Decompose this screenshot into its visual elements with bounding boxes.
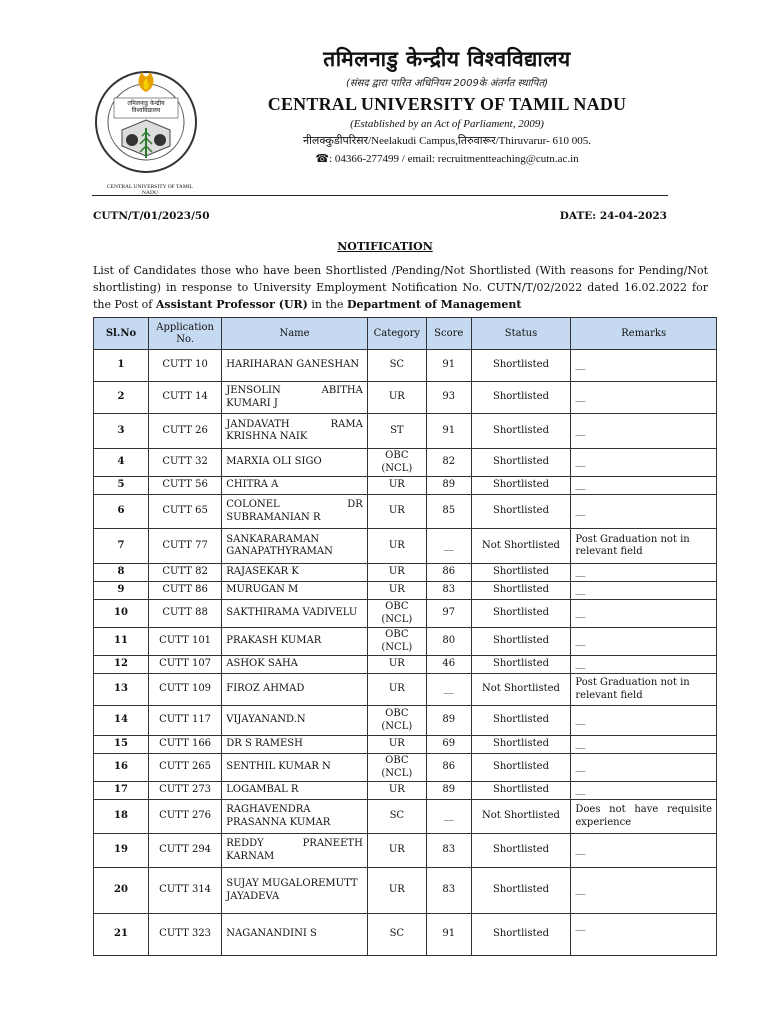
cell-status: Shortlisted (471, 582, 571, 600)
table-row (94, 868, 717, 914)
header-application-no: Application No. (148, 318, 221, 350)
cell-score: __ (426, 800, 471, 834)
header-name: Name (222, 318, 368, 350)
cell-slno: 7 (94, 529, 149, 564)
cell-score: 46 (426, 656, 471, 674)
cell-remarks: __ (571, 495, 717, 529)
cell-status: Shortlisted (471, 706, 571, 736)
cell-category: UR (367, 674, 426, 706)
cell-remarks: __ (571, 449, 717, 477)
cell-score: 69 (426, 736, 471, 754)
table-row (94, 706, 717, 736)
cell-status: Shortlisted (471, 754, 571, 782)
cell-name: PRAKASH KUMAR (222, 628, 368, 656)
header-remarks: Remarks (571, 318, 717, 350)
cell-remarks: __ (571, 477, 717, 495)
cell-slno: 13 (94, 674, 149, 706)
cell-application-no: CUTT 101 (148, 628, 221, 656)
cell-status: Shortlisted (471, 477, 571, 495)
cell-remarks: __ (571, 628, 717, 656)
cell-remarks: __ (571, 600, 717, 628)
table-row (94, 834, 717, 868)
cell-slno: 10 (94, 600, 149, 628)
cell-category: SC (367, 800, 426, 834)
cell-application-no: CUTT 56 (148, 477, 221, 495)
letterhead (92, 42, 682, 196)
cell-slno: 8 (94, 564, 149, 582)
cell-remarks: __ (571, 834, 717, 868)
cell-category: OBC (NCL) (367, 706, 426, 736)
cell-score: 91 (426, 914, 471, 956)
cell-slno: 21 (94, 914, 149, 956)
cell-status: Not Shortlisted (471, 529, 571, 564)
address-line: नीलक्कुडीपरिसर/Neelakudi Campus,तिरुवारूर/Thiruvarur- 610 005. (302, 135, 592, 147)
cell-score: 91 (426, 350, 471, 382)
cell-application-no: CUTT 265 (148, 754, 221, 782)
cell-slno: 16 (94, 754, 149, 782)
cell-application-no: CUTT 109 (148, 674, 221, 706)
header-divider (92, 195, 668, 196)
table-row (94, 674, 717, 706)
cell-category: UR (367, 656, 426, 674)
cell-slno: 11 (94, 628, 149, 656)
cell-status: Shortlisted (471, 868, 571, 914)
cell-remarks: __ (571, 754, 717, 782)
cell-application-no: CUTT 32 (148, 449, 221, 477)
cell-score: 89 (426, 782, 471, 800)
cell-category: OBC (NCL) (367, 628, 426, 656)
cell-name: SUJAY MUGALOREMUTT JAYADEVA (222, 868, 368, 914)
cell-name: JENSOLIN ABITHA KUMARI J (222, 382, 368, 414)
cell-slno: 17 (94, 782, 149, 800)
cell-score: 86 (426, 564, 471, 582)
cell-score: 97 (426, 600, 471, 628)
table-row (94, 350, 717, 382)
header-score: Score (426, 318, 471, 350)
cell-remarks: __ (571, 656, 717, 674)
table-row (94, 628, 717, 656)
cell-application-no: CUTT 82 (148, 564, 221, 582)
cell-slno: 20 (94, 868, 149, 914)
cell-score: 83 (426, 868, 471, 914)
cell-score: __ (426, 529, 471, 564)
cell-slno: 6 (94, 495, 149, 529)
cell-category: SC (367, 914, 426, 956)
cell-name: DR S RAMESH (222, 736, 368, 754)
cell-remarks: Does not have requisite experience (571, 800, 717, 834)
header-status: Status (471, 318, 571, 350)
cell-name: MARXIA OLI SIGO (222, 449, 368, 477)
established-line: (Established by an Act of Parliament, 2009) (350, 118, 544, 130)
cell-score: 93 (426, 382, 471, 414)
cell-name: MURUGAN M (222, 582, 368, 600)
table-row (94, 754, 717, 782)
cell-name: COLONEL DR SUBRAMANIAN R (222, 495, 368, 529)
cell-slno: 19 (94, 834, 149, 868)
cell-category: UR (367, 868, 426, 914)
cell-score: 91 (426, 414, 471, 449)
cell-application-no: CUTT 323 (148, 914, 221, 956)
cell-status: Not Shortlisted (471, 800, 571, 834)
cell-score: 80 (426, 628, 471, 656)
cell-application-no: CUTT 294 (148, 834, 221, 868)
hindi-subtitle: (संसद द्वारा पारित अधिनियम 2009के अंतर्गत स्थापित) (345, 78, 549, 89)
cell-score: 82 (426, 449, 471, 477)
table-row (94, 529, 717, 564)
cell-slno: 5 (94, 477, 149, 495)
cell-category: UR (367, 495, 426, 529)
cell-application-no: CUTT 88 (148, 600, 221, 628)
cell-status: Shortlisted (471, 350, 571, 382)
cell-remarks: __ (571, 564, 717, 582)
notice-date: DATE: 24-04-2023 (559, 210, 667, 222)
cell-application-no: CUTT 314 (148, 868, 221, 914)
cell-score: 85 (426, 495, 471, 529)
cell-name: LOGAMBAL R (222, 782, 368, 800)
cell-category: UR (367, 477, 426, 495)
cell-name: JANDAVATH RAMA KRISHNA NAIK (222, 414, 368, 449)
cell-category: UR (367, 582, 426, 600)
cell-score: 89 (426, 477, 471, 495)
table-row (94, 414, 717, 449)
table-row (94, 914, 717, 956)
cell-application-no: CUTT 273 (148, 782, 221, 800)
cell-application-no: CUTT 77 (148, 529, 221, 564)
cell-name: FIROZ AHMAD (222, 674, 368, 706)
cell-remarks: __ (571, 382, 717, 414)
cell-status: Shortlisted (471, 564, 571, 582)
cell-name: SENTHIL KUMAR N (222, 754, 368, 782)
cell-status: Shortlisted (471, 382, 571, 414)
cell-application-no: CUTT 10 (148, 350, 221, 382)
logo-label: तमिलनाडु केन्द्रीय विश्वविद्यालय (127, 100, 165, 114)
table-row (94, 782, 717, 800)
table-row (94, 495, 717, 529)
cell-name: CHITRA A (222, 477, 368, 495)
cell-remarks: __ (571, 868, 717, 914)
cell-remarks: __ (571, 736, 717, 754)
table-row (94, 382, 717, 414)
cell-name: VIJAYANAND.N (222, 706, 368, 736)
cell-category: OBC (NCL) (367, 754, 426, 782)
cell-score: 89 (426, 706, 471, 736)
university-logo (92, 68, 200, 176)
cell-name: RAJASEKAR K (222, 564, 368, 582)
cell-application-no: CUTT 14 (148, 382, 221, 414)
contact-line: ☎: 04366-277499 / email: recruitmentteaching@cutn.ac.in (315, 153, 579, 165)
cell-category: UR (367, 564, 426, 582)
cell-score: 83 (426, 582, 471, 600)
cell-remarks: __ (571, 914, 717, 956)
candidates-table (93, 317, 717, 956)
cell-remarks: __ (571, 782, 717, 800)
cell-category: UR (367, 834, 426, 868)
cell-category: SC (367, 350, 426, 382)
cell-score: 86 (426, 754, 471, 782)
cell-application-no: CUTT 117 (148, 706, 221, 736)
cell-application-no: CUTT 65 (148, 495, 221, 529)
cell-score: __ (426, 674, 471, 706)
notification-title: NOTIFICATION (337, 240, 433, 253)
cell-slno: 14 (94, 706, 149, 736)
cell-category: UR (367, 382, 426, 414)
table-row (94, 800, 717, 834)
cell-remarks: __ (571, 706, 717, 736)
table-row (94, 449, 717, 477)
cell-status: Shortlisted (471, 628, 571, 656)
cell-name: REDDY PRANEETH KARNAM (222, 834, 368, 868)
intro-text-2: in the (307, 298, 347, 311)
cell-slno: 15 (94, 736, 149, 754)
cell-name: NAGANANDINI S (222, 914, 368, 956)
post-name: Assistant Professor (UR) (155, 298, 308, 311)
cell-application-no: CUTT 86 (148, 582, 221, 600)
cell-status: Shortlisted (471, 414, 571, 449)
cell-status: Shortlisted (471, 656, 571, 674)
cell-status: Shortlisted (471, 834, 571, 868)
logo-ring-text: CENTRAL UNIVERSITY OF TAMIL NADU (107, 184, 193, 196)
cell-status: Shortlisted (471, 736, 571, 754)
cell-category: UR (367, 782, 426, 800)
cell-status: Shortlisted (471, 914, 571, 956)
cell-application-no: CUTT 26 (148, 414, 221, 449)
cell-score: 83 (426, 834, 471, 868)
cell-remarks: Post Graduation not in relevant field (571, 529, 717, 564)
intro-text-1: List of Candidates those who have been Shortlisted /Pending/Not Shortlisted (With reasons for Pending/Not shortlisting) in response to University Employment Notification No. CUTN/T/02/2022 dated 16.02.2022 for the Post of (93, 264, 708, 311)
cell-category: UR (367, 529, 426, 564)
cell-slno: 4 (94, 449, 149, 477)
cell-status: Shortlisted (471, 600, 571, 628)
cell-status: Shortlisted (471, 782, 571, 800)
cell-category: OBC (NCL) (367, 600, 426, 628)
cell-slno: 9 (94, 582, 149, 600)
cell-slno: 1 (94, 350, 149, 382)
table-row (94, 656, 717, 674)
cell-remarks: __ (571, 414, 717, 449)
cell-slno: 2 (94, 382, 149, 414)
cell-application-no: CUTT 166 (148, 736, 221, 754)
cell-slno: 3 (94, 414, 149, 449)
cell-application-no: CUTT 276 (148, 800, 221, 834)
reference-number: CUTN/T/01/2023/50 (93, 210, 210, 222)
cell-remarks: __ (571, 350, 717, 382)
table-row (94, 600, 717, 628)
cell-status: Not Shortlisted (471, 674, 571, 706)
cell-name: SAKTHIRAMA VADIVELU (222, 600, 368, 628)
cell-application-no: CUTT 107 (148, 656, 221, 674)
header-category: Category (367, 318, 426, 350)
intro-paragraph (93, 262, 708, 313)
cell-name: HARIHARAN GANESHAN (222, 350, 368, 382)
table-row (94, 582, 717, 600)
cell-status: Shortlisted (471, 449, 571, 477)
hindi-title: तमिलनाडु केन्द्रीय विश्वविद्यालय (323, 47, 571, 71)
university-title: CENTRAL UNIVERSITY OF TAMIL NADU (267, 94, 627, 114)
cell-category: UR (367, 736, 426, 754)
cell-remarks: __ (571, 582, 717, 600)
cell-name: ASHOK SAHA (222, 656, 368, 674)
cell-category: ST (367, 414, 426, 449)
table-header-row (94, 318, 717, 350)
table-row (94, 736, 717, 754)
cell-slno: 18 (94, 800, 149, 834)
cell-name: RAGHAVENDRA PRASANNA KUMAR (222, 800, 368, 834)
cell-category: OBC (NCL) (367, 449, 426, 477)
cell-remarks: Post Graduation not in relevant field (571, 674, 717, 706)
table-row (94, 564, 717, 582)
cell-name: SANKARARAMAN GANAPATHYRAMAN (222, 529, 368, 564)
cell-slno: 12 (94, 656, 149, 674)
cell-status: Shortlisted (471, 495, 571, 529)
department-name: Department of Management (347, 298, 522, 311)
table-row (94, 477, 717, 495)
header-slno: Sl.No (94, 318, 149, 350)
